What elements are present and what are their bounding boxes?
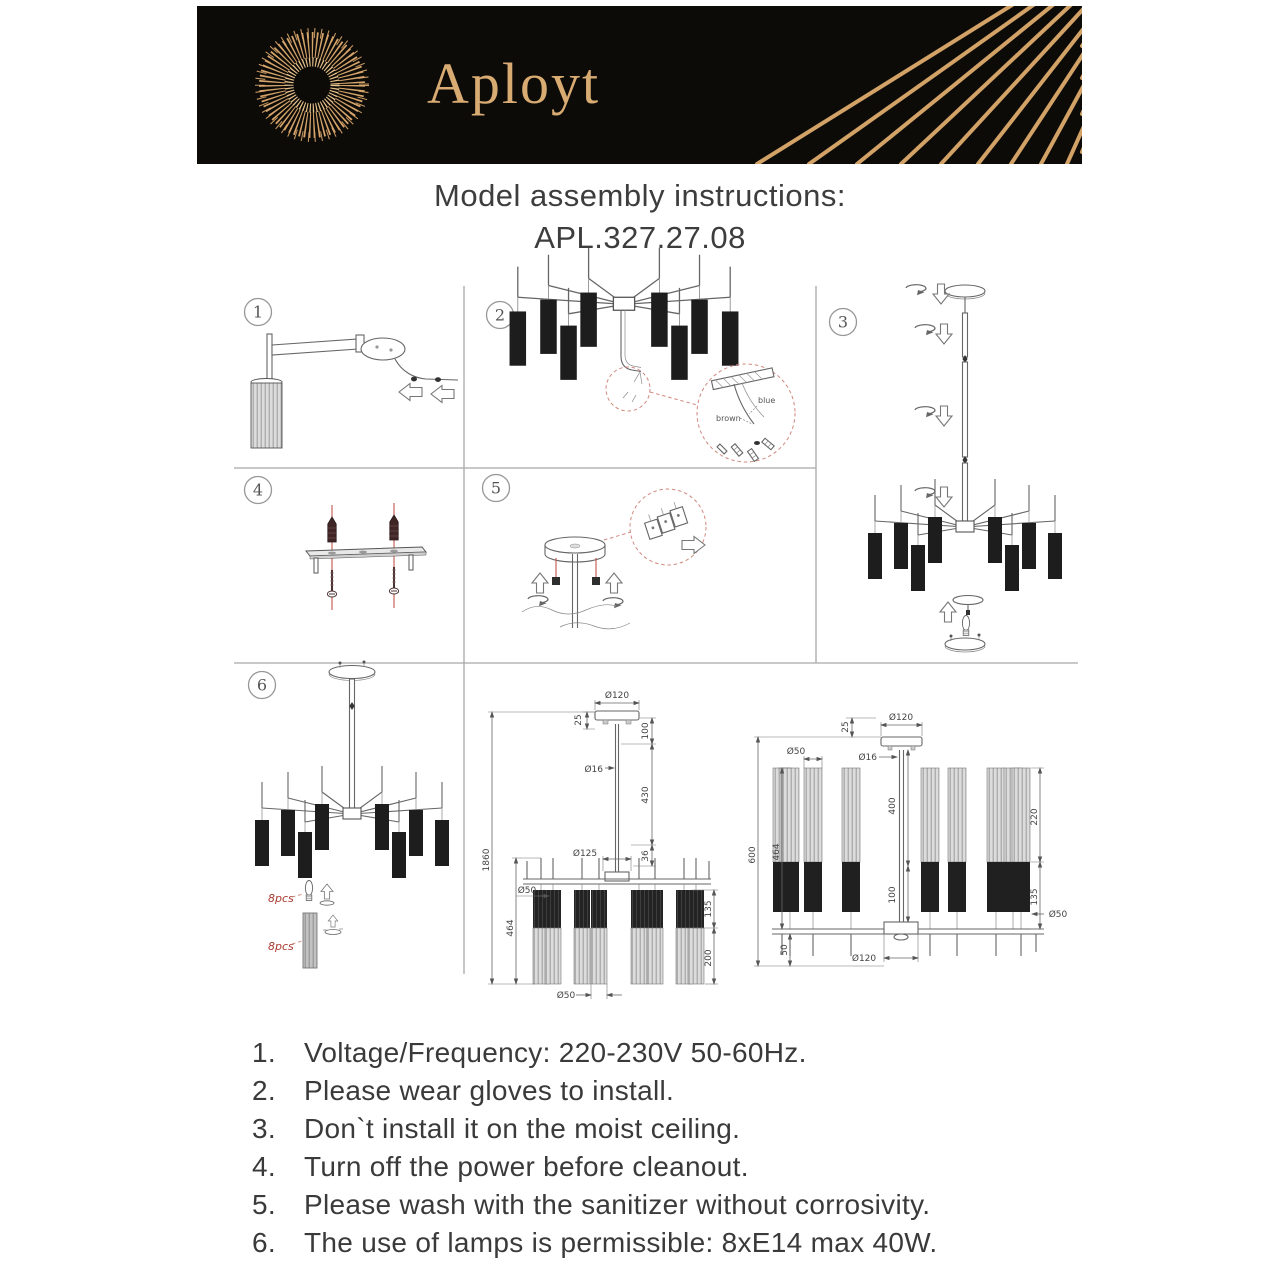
step-3-badge [830, 309, 857, 336]
step-4-badge [245, 477, 272, 504]
wire-label-brown: brown [716, 414, 741, 423]
panel-3-rod-assembly-drawing [868, 284, 1062, 652]
front-view-shades [533, 884, 704, 984]
dim-side-hub-height: 100 [888, 886, 898, 904]
panel-6-lamps-drawing [255, 661, 449, 969]
dim-front-shade-top: 135 [704, 900, 714, 918]
instruction-number: 5. [252, 1189, 276, 1220]
dim-front-stem-length: 430 [641, 786, 651, 804]
model-number: APL.327.27.08 [534, 220, 746, 255]
instruction-item [252, 1072, 1072, 1110]
step-5-number: 5 [490, 478, 502, 498]
dim-side-body-height: 464 [772, 843, 782, 861]
step-1-badge [245, 299, 272, 326]
instruction-text: Please wear gloves to install. [304, 1075, 675, 1106]
page-title: Model assembly instructions: [434, 178, 846, 213]
dim-side-hub-diameter: Ø120 [851, 954, 877, 964]
step-4-number: 4 [252, 480, 264, 500]
dim-side-shade-diameter-right: Ø50 [1048, 910, 1068, 920]
qty-label-shades: 8pcs [268, 940, 294, 953]
dim-side-canopy-height: 25 [841, 721, 851, 733]
dim-front-shade-bottom: 200 [704, 949, 714, 967]
dim-side-stem-diameter: Ø16 [858, 753, 877, 763]
dim-front-hub-diameter: Ø125 [572, 849, 598, 859]
dim-front-shade-diameter: Ø50 [517, 886, 537, 896]
dim-side-shade-diameter: Ø50 [786, 747, 806, 757]
dim-front-canopy-diameter: Ø120 [604, 691, 630, 701]
dim-side-arm-offset: 50 [780, 944, 790, 956]
step-3-number: 3 [837, 312, 849, 332]
wire-label-blue: blue [758, 396, 776, 405]
dim-side-canopy-diameter: Ø120 [888, 713, 914, 723]
instruction-list [252, 1034, 1072, 1262]
dim-side-stem-length: 400 [888, 797, 898, 815]
step-6-badge [249, 672, 276, 699]
dim-side-shade-top: 220 [1030, 808, 1040, 826]
instruction-text: Voltage/Frequency: 220-230V 50-60Hz. [304, 1037, 807, 1068]
side-view-shades [773, 768, 1030, 929]
dim-front-body-height: 464 [506, 919, 516, 937]
panel-4-bracket-drawing [306, 503, 426, 610]
step-2-badge [487, 302, 514, 329]
instruction-text: Please wash with the sanitizer without corrosivity. [304, 1189, 931, 1220]
instruction-item [252, 1224, 1072, 1262]
qty-label-bulbs: 8pcs [268, 892, 294, 905]
panel-2-wiring-drawing [510, 248, 795, 462]
dim-front-stem-diameter: Ø16 [584, 765, 603, 775]
instruction-text: Don`t install it on the moist ceiling. [304, 1113, 741, 1144]
instruction-number: 3. [252, 1113, 276, 1144]
step-5-badge [483, 475, 510, 502]
instruction-text: Turn off the power before cleanout. [304, 1151, 749, 1182]
instruction-number: 4. [252, 1151, 276, 1182]
dimension-drawing-side-view [748, 712, 1068, 966]
instruction-text: The use of lamps is permissible: 8xE14 max 40W. [304, 1227, 938, 1258]
instruction-number: 1. [252, 1037, 276, 1068]
dim-front-canopy-height: 25 [574, 714, 584, 726]
dim-front-top-gap: 100 [641, 722, 651, 740]
instruction-item [252, 1110, 1072, 1148]
dimension-drawing-front-view [482, 690, 718, 1001]
step-2-number: 2 [494, 305, 506, 325]
instruction-number: 6. [252, 1227, 276, 1258]
panel-5-canopy-drawing [522, 489, 706, 629]
instruction-item [252, 1186, 1072, 1224]
dim-side-total-height: 600 [748, 846, 758, 864]
step-6-number: 6 [256, 675, 268, 695]
panel-1-arm-assembly-drawing [251, 334, 458, 448]
dim-front-shade-diameter-bottom: Ø50 [556, 991, 576, 1001]
dim-side-shade-bottom: 135 [1030, 888, 1040, 906]
dim-front-hub-height: 36 [641, 850, 651, 862]
dim-front-total-height: 1860 [482, 848, 492, 872]
instruction-number: 2. [252, 1075, 276, 1106]
instruction-item [252, 1034, 1072, 1072]
brand-name: Aployt [427, 51, 601, 116]
step-1-number: 1 [252, 302, 264, 322]
instruction-item [252, 1148, 1072, 1186]
